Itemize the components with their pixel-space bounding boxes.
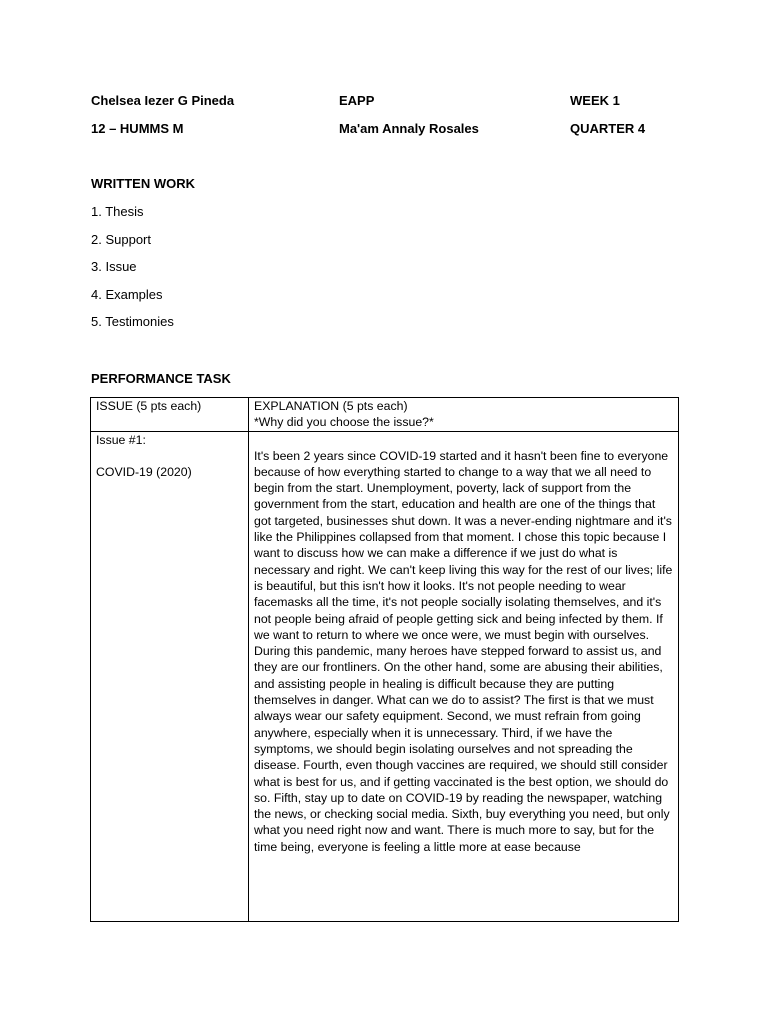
issue-number: Issue #1:: [96, 432, 146, 447]
explanation-header-text: EXPLANATION (5 pts each): [254, 399, 408, 413]
table-header-row: [91, 398, 679, 432]
list-item: 1. Thesis: [91, 204, 144, 219]
list-item: 4. Examples: [91, 286, 163, 302]
subject: EAPP: [339, 93, 375, 108]
list-item: 3. Issue: [91, 259, 137, 274]
written-work-list: [91, 204, 174, 342]
issue-header-text: ISSUE (5 pts each): [96, 399, 202, 413]
section-label: 12 – HUMMS M: [91, 121, 184, 136]
list-item: 5. Testimonies: [91, 314, 174, 329]
table-row: [91, 431, 679, 921]
quarter-label: QUARTER 4: [570, 121, 646, 136]
student-name: Chelsea Iezer G Pineda: [91, 93, 235, 108]
list-item: 2. Support: [91, 231, 151, 247]
performance-task-title: PERFORMANCE TASK: [91, 371, 231, 386]
week-label: WEEK 1: [570, 93, 620, 108]
explanation-text: It's been 2 years since COVID-19 started and it hasn't been fine to everyone because of how everything started to change to a way that we all need to begin from the start. Unemployment, poverty, lack of support from the government from the start, education and health are one of the things that got targeted, businesses shut down. It was a never-ending nightmare and it's like the Philippines collapsed from that moment. I chose this topic because I want to discuss how we can make a difference if we just do what is necessary and right. We can't keep living this way for the rest of our lives; life is beautiful, but this isn't how it looks. It's not people needing to wear facemasks all the time, it's not people socially isolating themselves, and it's not people being afraid of people getting sick and being infected by them. If we want to return to where we once were, we must begin with ourselves. During this pandemic, many heroes have stepped forward to assist us, and they are our frontliners. On the other hand, some are abusing their abilities, and assisting people in healing is difficult because they are putting themselves in danger. What can we do to assist? The first is that we must always wear our safety equipment. Second, we must refrain from going anywhere, especially when it is unnecessary. Third, if we have the symptoms, we should begin isolating ourselves and not spreading the disease. Fourth, even though vaccines are required, we should still consider what is best for us, and if getting vaccinated is the best option, we should do so. Fifth, stay up to date on COVID-19 by reading the newspaper, watching the news, or checking social media. Sixth, buy everything you need, but only what you need right now and want. There is much more to say, but for the time being, everyone is feeling a little more at ease because: [254, 448, 673, 854]
explanation-column-header: [249, 398, 679, 432]
teacher-name: Ma'am Annaly Rosales: [339, 121, 479, 136]
performance-task-table: [90, 397, 679, 922]
explanation-header-note: *Why did you choose the issue?*: [254, 415, 434, 430]
written-work-title: WRITTEN WORK: [91, 176, 195, 191]
issue-cell: [91, 431, 249, 921]
explanation-cell: [249, 431, 679, 921]
issue-column-header: [91, 398, 249, 432]
issue-name: COVID-19 (2020): [96, 464, 192, 479]
